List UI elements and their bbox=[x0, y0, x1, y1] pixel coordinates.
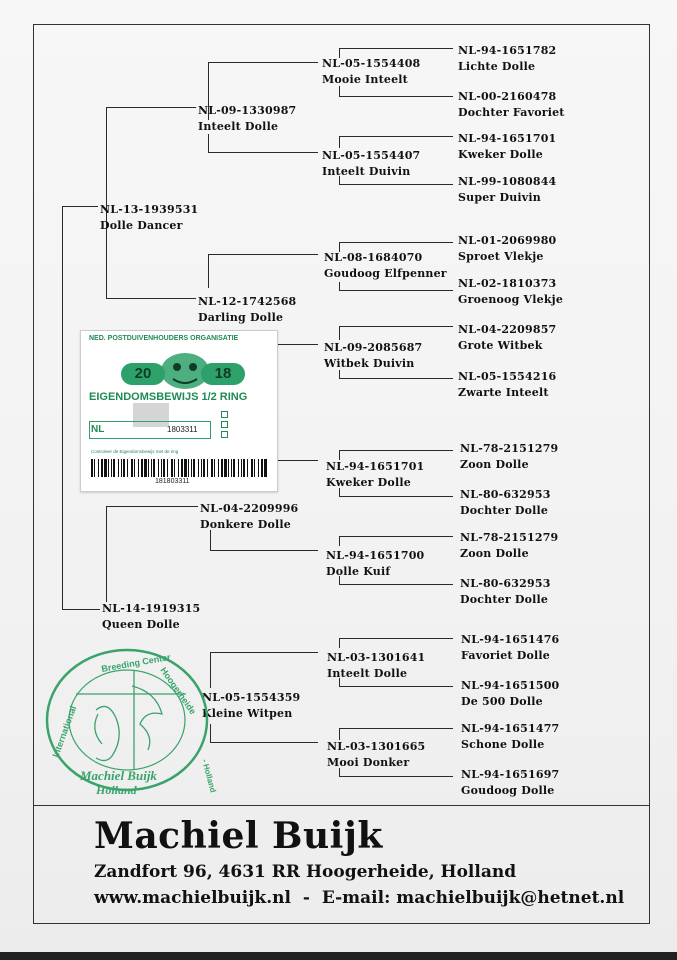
barcode-bar bbox=[153, 459, 155, 477]
card-checkbox bbox=[221, 411, 230, 418]
bird-name: Inteelt Dolle bbox=[198, 120, 279, 133]
pedigree-entry-parent bbox=[198, 294, 296, 326]
card-year-right: 18 bbox=[201, 363, 245, 385]
bird-name: Kweker Dolle bbox=[458, 148, 543, 161]
ring-number: NL-12-1742568 bbox=[198, 295, 297, 308]
pedigree-entry-parent bbox=[198, 103, 296, 135]
card-checkbox bbox=[221, 421, 230, 428]
barcode-bar bbox=[91, 459, 93, 477]
ring-number: NL-05-1554407 bbox=[322, 149, 421, 162]
ring-number: NL-14-1919315 bbox=[102, 602, 201, 615]
pedigree-entry-great-grandparent bbox=[458, 322, 556, 354]
bracket-line bbox=[339, 728, 453, 729]
bird-name: De 500 Dolle bbox=[461, 695, 543, 708]
stamp-name: Machiel Buijk bbox=[80, 768, 157, 783]
bird-name: Kweker Dolle bbox=[326, 476, 411, 489]
barcode-bar bbox=[214, 459, 215, 477]
pedigree-entry-subject-2 bbox=[102, 601, 200, 633]
bracket-line bbox=[339, 184, 453, 185]
ring-number: NL-94-1651701 bbox=[458, 132, 557, 145]
bracket-line bbox=[339, 290, 453, 291]
pedigree-entry-great-grandparent bbox=[460, 487, 551, 519]
bird-name: Mooi Donker bbox=[327, 756, 410, 769]
ring-number: NL-00-2160478 bbox=[458, 90, 557, 103]
pedigree-entry-great-grandparent bbox=[461, 721, 559, 753]
barcode-bar bbox=[211, 459, 213, 477]
bracket-line bbox=[210, 530, 211, 550]
bird-name: Zoon Dolle bbox=[460, 458, 529, 471]
barcode-bar bbox=[151, 459, 152, 477]
contact-line bbox=[94, 888, 624, 908]
barcode-bar bbox=[163, 459, 165, 477]
barcode-bar bbox=[98, 459, 99, 477]
pedigree-entry-great-grandparent bbox=[461, 632, 559, 664]
barcode-bar bbox=[247, 459, 248, 477]
bird-name: Dochter Favoriet bbox=[458, 106, 565, 119]
pedigree-entry-subject-1 bbox=[100, 202, 198, 234]
pedigree-entry-great-grandparent bbox=[458, 131, 556, 163]
barcode-bar bbox=[218, 459, 219, 477]
ring-number: NL-03-1301665 bbox=[327, 740, 426, 753]
ring-number: NL-05-1554216 bbox=[458, 370, 557, 383]
barcode-bar bbox=[201, 459, 202, 477]
bracket-line bbox=[339, 136, 340, 148]
ring-number: NL-80-632953 bbox=[460, 577, 551, 590]
bracket-line bbox=[339, 242, 453, 243]
ring-number: NL-09-1330987 bbox=[198, 104, 297, 117]
barcode-bar bbox=[258, 459, 259, 477]
barcode-bar bbox=[171, 459, 173, 477]
pedigree-entry-grandparent bbox=[326, 548, 424, 580]
bird-name: Goudoog Elfpenner bbox=[324, 267, 447, 280]
pedigree-entry-grandparent bbox=[322, 148, 420, 180]
pedigree-entry-great-grandparent bbox=[458, 233, 556, 265]
barcode-bar bbox=[238, 459, 239, 477]
stamp-arc-right-bottom: - Holland bbox=[200, 758, 218, 794]
pedigree-entry-great-grandparent bbox=[458, 174, 556, 206]
barcode-bar bbox=[178, 459, 179, 477]
barcode-bar bbox=[121, 459, 122, 477]
bracket-line bbox=[339, 536, 340, 546]
ring-number: NL-02-1810373 bbox=[458, 277, 557, 290]
bracket-line bbox=[339, 378, 453, 379]
bracket-line bbox=[339, 584, 453, 585]
card-checkbox bbox=[221, 431, 230, 438]
website-link[interactable]: www.machielbuijk.nl bbox=[94, 888, 291, 908]
barcode-bar bbox=[174, 459, 175, 477]
ring-number: NL-78-2151279 bbox=[460, 531, 559, 544]
bracket-line bbox=[62, 206, 63, 610]
barcode-bar bbox=[224, 459, 227, 477]
bracket-line bbox=[339, 282, 340, 290]
barcode-bar bbox=[101, 459, 103, 477]
bracket-line bbox=[339, 48, 453, 49]
bracket-line bbox=[106, 506, 107, 602]
barcode-bar bbox=[184, 459, 187, 477]
bracket-line bbox=[62, 609, 100, 610]
bracket-line bbox=[339, 638, 453, 639]
barcode-bar bbox=[181, 459, 183, 477]
barcode-bar bbox=[228, 459, 229, 477]
bird-name: Inteelt Duivin bbox=[322, 165, 411, 178]
bird-name: Mooie Inteelt bbox=[322, 73, 408, 86]
bracket-line bbox=[210, 742, 318, 743]
pedigree-entry-parent bbox=[200, 501, 298, 533]
bird-name: Queen Dolle bbox=[102, 618, 180, 631]
ring-number: NL-94-1651476 bbox=[461, 633, 560, 646]
pedigree-entry-grandparent bbox=[327, 739, 425, 771]
bracket-line bbox=[339, 326, 340, 340]
bird-name: Goudoog Dolle bbox=[461, 784, 555, 797]
footer-divider bbox=[33, 805, 650, 806]
bracket-line bbox=[339, 96, 453, 97]
bracket-line bbox=[208, 254, 318, 255]
bracket-line bbox=[62, 206, 98, 207]
bird-name: Favoriet Dolle bbox=[461, 649, 550, 662]
barcode-bar bbox=[127, 459, 128, 477]
bracket-line bbox=[106, 506, 198, 507]
bracket-line bbox=[208, 134, 209, 152]
barcode-bar bbox=[198, 459, 199, 477]
bird-name: Dolle Dancer bbox=[100, 219, 183, 232]
bird-name: Witbek Duivin bbox=[324, 357, 415, 370]
card-organisation: NED. POSTDUIVENHOUDERS ORGANISATIE bbox=[89, 335, 239, 342]
bracket-line bbox=[208, 152, 318, 153]
barcode-bar bbox=[94, 459, 95, 477]
barcode-bar bbox=[207, 459, 208, 477]
pedigree-entry-grandparent bbox=[324, 250, 447, 282]
barcode-bar bbox=[167, 459, 168, 477]
bracket-line bbox=[276, 460, 318, 461]
bracket-line bbox=[339, 536, 453, 537]
ring-number: NL-78-2151279 bbox=[460, 442, 559, 455]
barcode-bar bbox=[141, 459, 143, 477]
bracket-line bbox=[339, 326, 453, 327]
bracket-line bbox=[339, 136, 453, 137]
bracket-line bbox=[339, 450, 453, 451]
ring-number: NL-03-1301641 bbox=[327, 651, 426, 664]
ring-number: NL-94-1651697 bbox=[461, 768, 560, 781]
ring-number: NL-99-1080844 bbox=[458, 175, 557, 188]
bracket-line bbox=[276, 344, 318, 345]
bird-name: Zwarte Inteelt bbox=[458, 386, 549, 399]
bird-name: Grote Witbek bbox=[458, 339, 543, 352]
card-barcode-number: 181803311 bbox=[155, 478, 190, 485]
ring-number: NL-13-1939531 bbox=[100, 203, 199, 216]
stamp-arc-left: International bbox=[50, 704, 79, 759]
ring-number: NL-05-1554408 bbox=[322, 57, 421, 70]
bird-name: Super Duivin bbox=[458, 191, 541, 204]
barcode-bar bbox=[118, 459, 119, 477]
contact-separator: - bbox=[302, 888, 310, 908]
bracket-line bbox=[106, 107, 196, 108]
barcode-bar bbox=[123, 459, 125, 477]
barcode-bar bbox=[161, 459, 162, 477]
bird-name: Inteelt Dolle bbox=[327, 667, 408, 680]
card-country: NL bbox=[91, 424, 105, 435]
bracket-line bbox=[339, 776, 453, 777]
barcode-bar bbox=[221, 459, 223, 477]
barcode-bar bbox=[113, 459, 115, 477]
bird-name: Kleine Witpen bbox=[202, 707, 293, 720]
pedigree-entry-great-grandparent bbox=[460, 576, 551, 608]
barcode-bar bbox=[231, 459, 232, 477]
bird-name: Donkere Dolle bbox=[200, 518, 291, 531]
barcode-bar bbox=[243, 459, 245, 477]
barcode-bar bbox=[188, 459, 189, 477]
pedigree-entry-great-grandparent bbox=[460, 441, 558, 473]
pedigree-entry-great-grandparent bbox=[458, 43, 556, 75]
pedigree-entry-grandparent bbox=[322, 56, 420, 88]
ring-number: NL-94-1651500 bbox=[461, 679, 560, 692]
barcode-bar bbox=[251, 459, 253, 477]
stamp-arc-top: Breeding Center bbox=[100, 651, 172, 674]
ring-number: NL-01-2069980 bbox=[458, 234, 557, 247]
stamp-country: Holland bbox=[96, 783, 137, 797]
ownership-card bbox=[80, 330, 278, 492]
pedigree-entry-great-grandparent bbox=[458, 369, 556, 401]
card-title: EIGENDOMSBEWIJS 1/2 RING bbox=[89, 391, 248, 403]
barcode-bar bbox=[131, 459, 133, 477]
ring-number: NL-80-632953 bbox=[460, 488, 551, 501]
card-ring-number: 1803311 bbox=[167, 425, 198, 434]
bracket-line bbox=[106, 298, 196, 299]
barcode-bar bbox=[111, 459, 112, 477]
bird-name: Darling Dolle bbox=[198, 311, 284, 324]
barcode-bar bbox=[193, 459, 195, 477]
bird-name: Sproet Vlekje bbox=[458, 250, 544, 263]
barcode-bar bbox=[264, 459, 267, 477]
bird-name: Schone Dolle bbox=[461, 738, 545, 751]
ring-number: NL-94-1651477 bbox=[461, 722, 560, 735]
barcode-bar bbox=[144, 459, 147, 477]
barcode-bar bbox=[261, 459, 263, 477]
bird-name: Zoon Dolle bbox=[460, 547, 529, 560]
card-year-left: 20 bbox=[121, 363, 165, 385]
bird-name: Dochter Dolle bbox=[460, 504, 549, 517]
ring-number: NL-94-1651782 bbox=[458, 44, 557, 57]
pedigree-entry-grandparent bbox=[327, 650, 425, 682]
breeding-center-stamp bbox=[36, 640, 218, 800]
breeder-name: Machiel Buijk bbox=[94, 815, 383, 857]
ring-number: NL-94-1651700 bbox=[326, 549, 425, 562]
ring-number: NL-09-2085687 bbox=[324, 341, 423, 354]
bracket-line bbox=[339, 496, 453, 497]
barcode-bar bbox=[138, 459, 139, 477]
barcode-bar bbox=[233, 459, 235, 477]
ring-number: NL-94-1651701 bbox=[326, 460, 425, 473]
barcode-bar bbox=[148, 459, 149, 477]
bracket-line bbox=[339, 638, 340, 648]
barcode-bar bbox=[203, 459, 205, 477]
pedigree-entry-great-grandparent bbox=[458, 276, 563, 308]
pedigree-entry-grandparent bbox=[326, 459, 424, 491]
barcode-bar bbox=[104, 459, 107, 477]
barcode-bar bbox=[134, 459, 135, 477]
bird-name: Groenoog Vlekje bbox=[458, 293, 564, 306]
bracket-line bbox=[339, 686, 453, 687]
pedigree-entry-great-grandparent bbox=[460, 530, 558, 562]
bracket-line bbox=[208, 62, 318, 63]
barcode-bar bbox=[241, 459, 242, 477]
bracket-line bbox=[208, 254, 209, 288]
bird-name: Lichte Dolle bbox=[458, 60, 536, 73]
bracket-line bbox=[210, 550, 318, 551]
card-fine-print: Controleer de Eigendomsbewijs met de ring bbox=[91, 449, 179, 454]
pedigree-entry-great-grandparent bbox=[461, 767, 559, 799]
bottom-edge bbox=[0, 952, 677, 960]
bracket-line bbox=[210, 652, 318, 653]
ring-number: NL-05-1554359 bbox=[202, 691, 301, 704]
pedigree-entry-grandparent bbox=[324, 340, 422, 372]
ring-number: NL-08-1684070 bbox=[324, 251, 423, 264]
bird-name: Dolle Kuif bbox=[326, 565, 391, 578]
ring-number: NL-04-2209996 bbox=[200, 502, 299, 515]
barcode-bar bbox=[191, 459, 192, 477]
barcode-bar bbox=[158, 459, 159, 477]
pedigree-entry-great-grandparent bbox=[458, 89, 565, 121]
barcode-bar bbox=[254, 459, 255, 477]
ring-number: NL-04-2209857 bbox=[458, 323, 557, 336]
email-link[interactable]: E-mail: machielbuijk@hetnet.nl bbox=[321, 888, 625, 908]
pedigree-entry-great-grandparent bbox=[461, 678, 559, 710]
barcode-bar bbox=[108, 459, 109, 477]
bird-name: Dochter Dolle bbox=[460, 593, 549, 606]
breeder-address: Zandfort 96, 4631 RR Hoogerheide, Holland bbox=[94, 862, 517, 882]
barcode-icon bbox=[91, 459, 267, 477]
stamp-arc-right: Hoogerheide bbox=[158, 665, 199, 717]
